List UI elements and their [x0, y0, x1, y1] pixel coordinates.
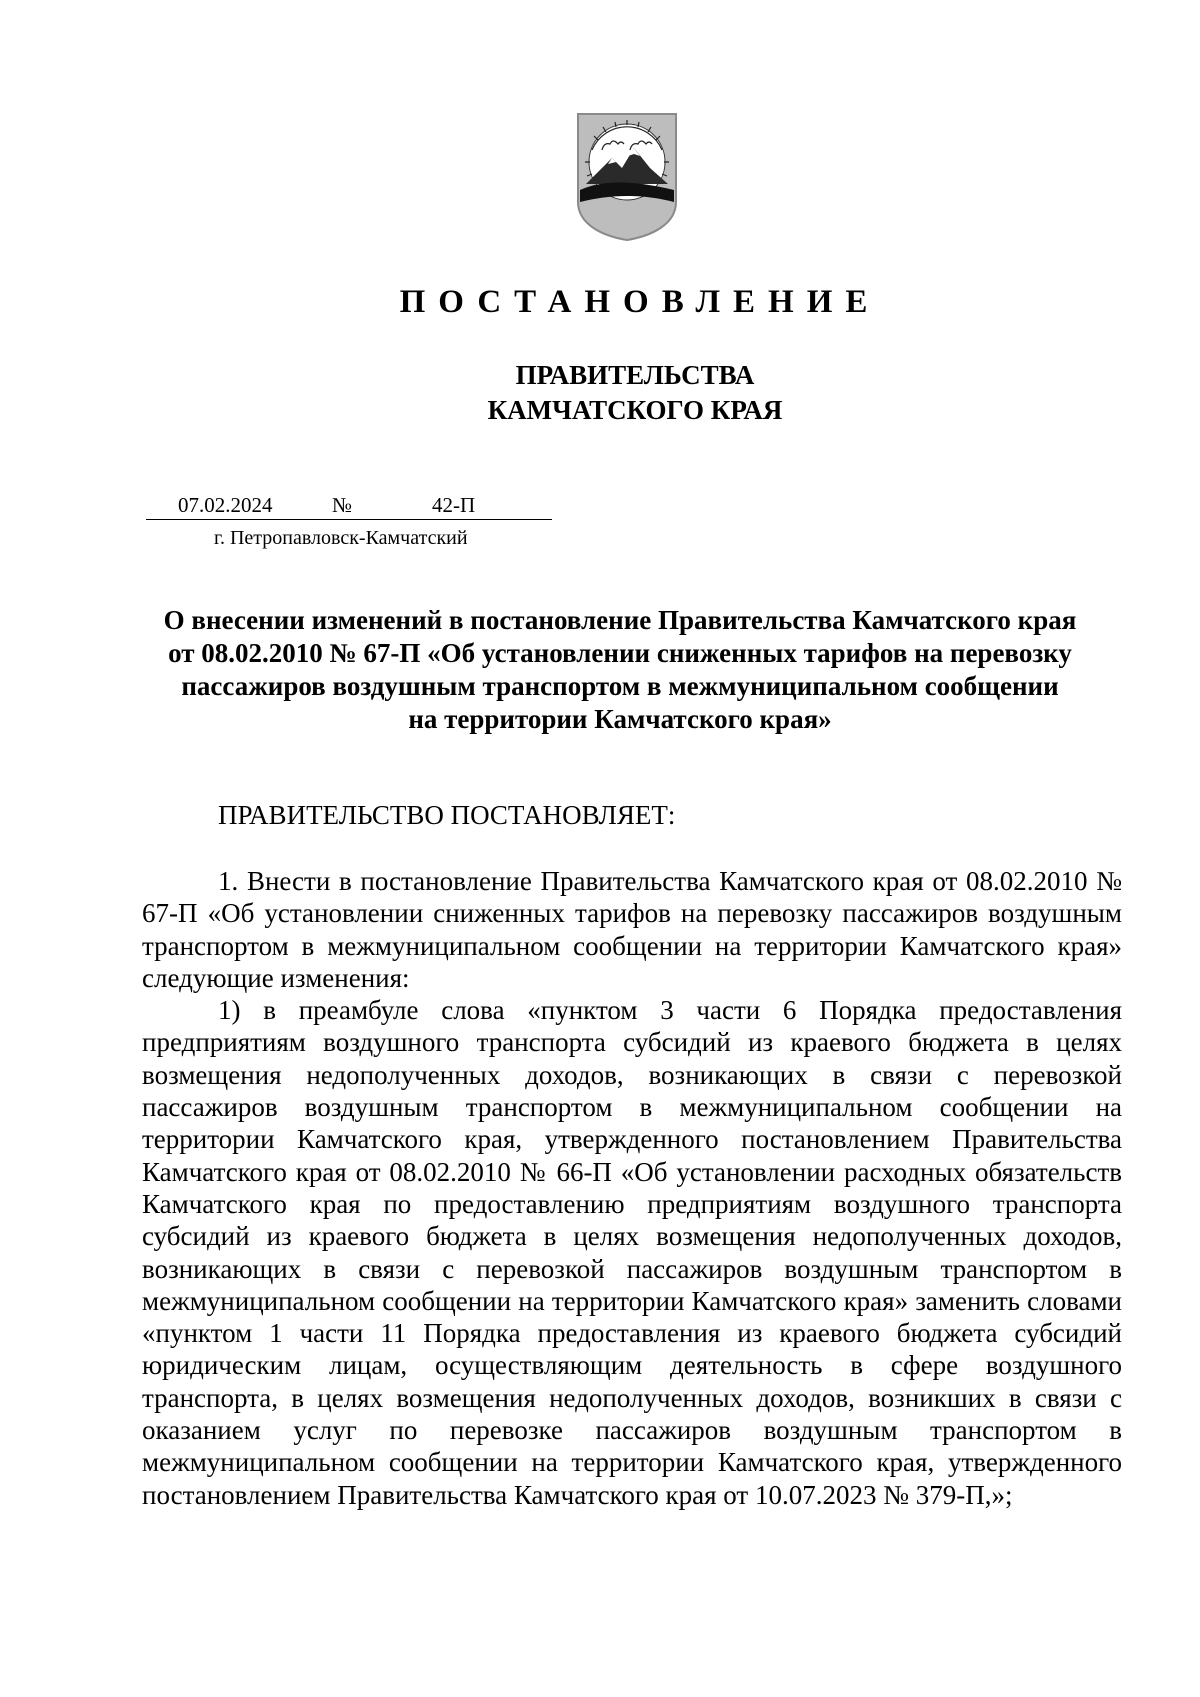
document-number: 42-П: [432, 493, 476, 517]
title-line: от 08.02.2010 № 67-П «Об установлении сниженных тарифов на перевозку: [168, 638, 1072, 668]
issuing-authority: [0, 358, 1200, 428]
date-number-line: [146, 493, 552, 523]
city-name: г. Петропавловск-Камчатский: [214, 527, 468, 549]
underline: [146, 519, 552, 520]
authority-line: КАМЧАТСКОГО КРАЯ: [487, 395, 783, 425]
kamchatka-coat-of-arms-icon: [572, 110, 682, 242]
paragraph: 1) в преамбуле слова «пунктом 3 части 6 Порядка предоставления предприятиям воздушного транспорта субсидий из краевого бюджета в целях возмещения недополученных доходов, возникающих в связи с перевозкой пассажиров воздушным транспортом в межмуниципальном сообщении на территории Камчатского края, утвержденного постановлением Правительства Камчатского края от 08.02.2010 № 66-П «Об установлении расходных обязательств Камчатского края по предоставлению предприятиям воздушного транспорта субсидий из краевого бюджета в целях возмещения недополученных доходов, возникающих в связи с перевозкой пассажиров воздушным транспортом в межмуниципальном сообщении на территории Камчатского края» заменить словами «пунктом 1 части 11 Порядка предоставления из краевого бюджета субсидий юридическим лицам, осуществляющим деятельность в сфере воздушного транспорта, в целях возмещения недополученных доходов, возникших в связи с оказанием услуг по перевозке пассажиров воздушным транспортом в межмуниципальном сообщении на территории Камчатского края, утвержденного постановлением Правительства Камчатского края от 10.07.2023 № 379-П,»;: [142, 995, 1122, 1510]
document-type-heading: ПОСТАНОВЛЕНИЕ: [399, 284, 881, 320]
title-line: О внесении изменений в постановление Правительства Камчатского края: [163, 605, 1077, 635]
title-line: на территории Камчатского края»: [408, 704, 832, 734]
title-line: пассажиров воздушным транспортом в межмуниципальном сообщении: [181, 671, 1059, 701]
number-sign: №: [332, 493, 353, 517]
document-title: [120, 604, 1120, 736]
document-date: 07.02.2024: [178, 493, 273, 517]
authority-line: ПРАВИТЕЛЬСТВА: [515, 360, 755, 390]
document-body: [142, 865, 1122, 1511]
paragraph: 1. Внести в постановление Правительства Камчатского края от 08.02.2010 № 67-П «Об установлении сниженных тарифов на перевозку пассажиров воздушным транспортом в межмуниципальном сообщении на территории Камчатского края» следующие изменения:: [142, 866, 1122, 993]
decree-heading: ПРАВИТЕЛЬСТВО ПОСТАНОВЛЯЕТ:: [218, 800, 676, 830]
